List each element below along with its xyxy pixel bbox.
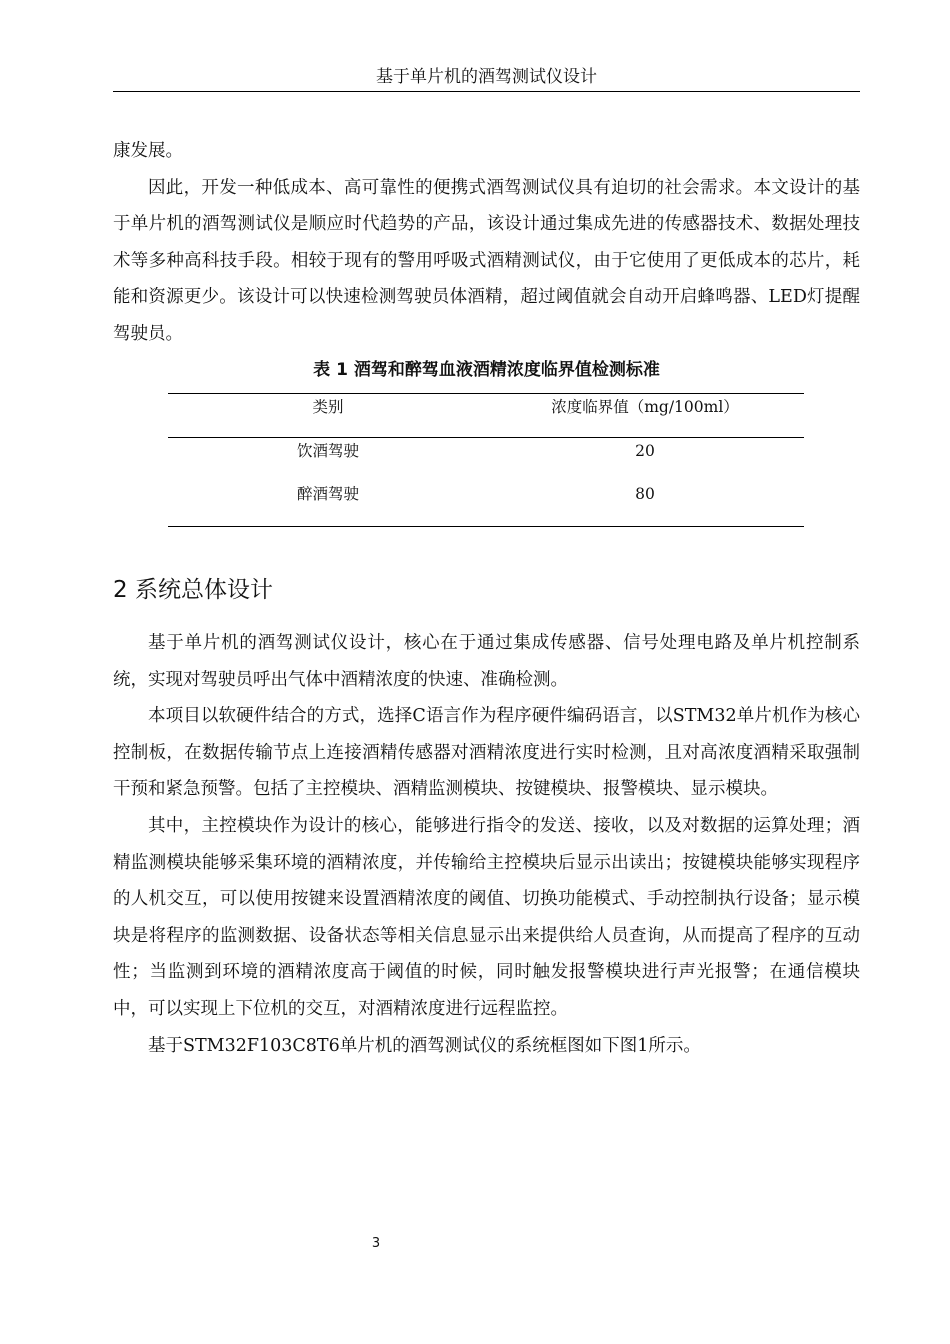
table-cell-drink-driving-value: 20 [635,442,655,460]
header-rule [113,91,860,92]
table-bottom-rule [168,526,804,527]
paragraph-motivation: 因此，开发一种低成本、高可靠性的便携式酒驾测试仪具有迫切的社会需求。本文设计的基于单片机的酒驾测试仪是顺应时代趋势的产品，该设计通过集成先进的传感器技术、数据处理技术等多种高科技手段。相较于现有的警用呼吸式酒精测试仪，由于它使用了更低成本的芯片，耗能和资源更少。该设计可以快速检测驾驶员体酒精，超过阈值就会自动开启蜂鸣器、LED灯提醒驾驶员。 [113,177,860,344]
table-cell-drink-driving: 饮酒驾驶 [296,442,359,460]
page-number: 3 [371,1236,381,1251]
table-caption: 表 1 酒驾和醉驾血液酒精浓度临界值检测标准 [313,360,660,380]
table-header-threshold: 浓度临界值（mg/100ml） [551,398,739,416]
table-cell-drunk-driving-value: 80 [635,485,655,503]
table-cell-drunk-driving: 醉酒驾驶 [296,485,359,503]
intro-text [113,133,860,353]
running-header: 基于单片机的酒驾测试仪设计 [376,67,597,87]
table-header-rule [168,437,804,438]
table-header-category: 类别 [312,398,344,416]
section-body [113,625,860,1064]
paragraph-continuation: 康发展。 [113,141,183,161]
paragraph-modules: 其中，主控模块作为设计的核心，能够进行指令的发送、接收，以及对数据的运算处理；酒精监测模块能够采集环境的酒精浓度，并传输给主控模块后显示出读出；按键模块能够实现程序的人机交互，可以使用按键来设置酒精浓度的阈值、切换功能模式、手动控制执行设备；显示模块是将程序的监测数据、设备状态等相关信息显示出来提供给人员查询，从而提高了程序的互动性；当监测到环境的酒精浓度高于阈值的时候，同时触发报警模块进行声光报警；在通信模块中，可以实现上下位机的交互，对酒精浓度进行远程监控。 [113,815,860,1019]
paragraph-figure-ref: 基于STM32F103C8T6单片机的酒驾测试仪的系统框图如下图1所示。 [148,1035,701,1056]
paragraph-overview: 基于单片机的酒驾测试仪设计，核心在于通过集成传感器、信号处理电路及单片机控制系统，实现对驾驶员呼出气体中酒精浓度的快速、准确检测。 [113,633,860,690]
section-heading: 2 系统总体设计 [113,577,273,603]
table-top-rule [168,393,804,394]
paragraph-approach: 本项目以软硬件结合的方式，选择C语言作为程序硬件编码语言，以STM32单片机作为核心控制板，在数据传输节点上连接酒精传感器对酒精浓度进行实时检测，且对高浓度酒精采取强制干预和紧急预警。包括了主控模块、酒精监测模块、按键模块、报警模块、显示模块。 [113,706,860,800]
